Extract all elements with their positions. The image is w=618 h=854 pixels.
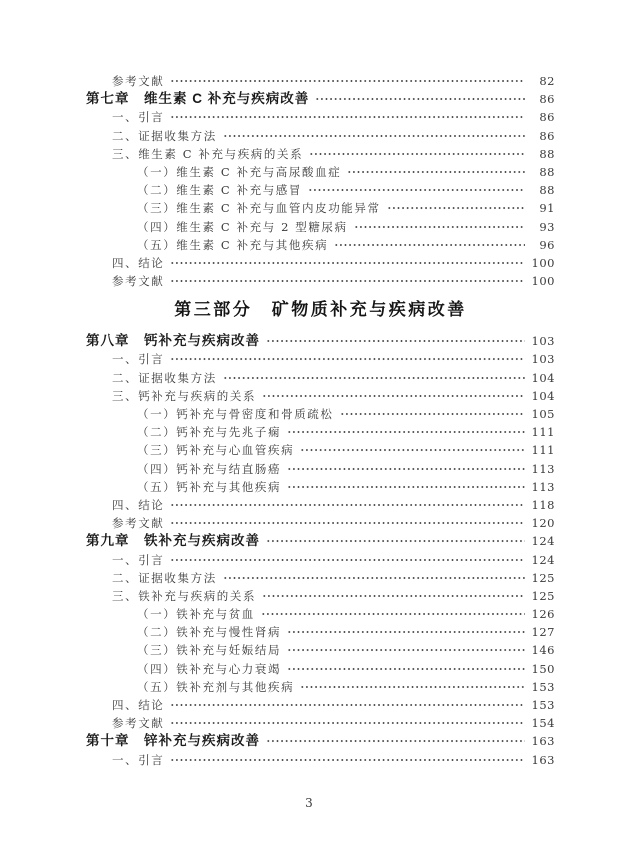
toc-entry-label: 第七章 维生素 C 补充与疾病改善 [86, 91, 310, 107]
toc-entry-label: 三、钙补充与疾病的关系 [112, 388, 257, 403]
toc-entry-page: 103 [531, 352, 555, 367]
toc-entry [137, 218, 555, 236]
toc-entry-page: 86 [539, 110, 555, 125]
toc-entry-label: 一、引言 [112, 552, 165, 567]
toc-entry-label: 第十章 锌补充与疾病改善 [86, 733, 260, 749]
dot-leader [300, 441, 524, 459]
toc-entry-label: （四）钙补充与结直肠癌 [137, 461, 282, 476]
toc-entry [112, 714, 555, 732]
toc-entry [137, 199, 555, 217]
toc-entry-page: 100 [531, 274, 555, 289]
toc-entry-page: 124 [531, 552, 555, 567]
toc-entry [137, 605, 555, 623]
toc-entry [137, 423, 555, 441]
toc-entry-page: 124 [531, 534, 555, 549]
dot-leader [170, 254, 524, 272]
toc-entry [112, 145, 555, 163]
toc-entry-label: 参考文献 [112, 274, 165, 289]
toc-entry-label: （二）铁补充与慢性肾病 [137, 625, 282, 640]
toc-entry [137, 181, 555, 199]
toc-entry [112, 72, 555, 90]
toc-entry [137, 405, 555, 423]
toc-entry [137, 441, 555, 459]
toc-entry [86, 532, 555, 550]
toc-entry-label: （一）钙补充与骨密度和骨质疏松 [137, 407, 334, 421]
dot-leader [170, 514, 524, 532]
part-heading: 第三部分 矿物质补充与疾病改善 [174, 300, 467, 320]
toc-entry-page: 100 [531, 255, 555, 270]
toc-entry-label: 二、证据收集方法 [112, 570, 217, 585]
toc-list [86, 72, 555, 769]
toc-entry-page: 127 [531, 625, 555, 640]
dot-leader [170, 108, 525, 126]
dot-leader [262, 387, 524, 405]
toc-entry-page: 91 [539, 201, 555, 216]
toc-entry-page: 88 [539, 164, 555, 179]
dot-leader [170, 496, 524, 514]
toc-entry-label: 四、结论 [112, 255, 165, 270]
toc-entry-label: 一、引言 [112, 110, 165, 125]
dot-leader [300, 678, 524, 696]
toc-entry-label: （五）维生素 C 补充与其他疾病 [137, 237, 329, 252]
dot-leader [223, 369, 525, 387]
dot-leader [170, 272, 524, 290]
dot-leader [315, 90, 525, 108]
toc-entry [112, 569, 555, 587]
toc-entry-label: 二、证据收集方法 [112, 128, 217, 143]
toc-entry-page: 88 [539, 183, 555, 198]
dot-leader [334, 236, 525, 254]
toc-entry-page: 82 [539, 74, 555, 88]
toc-entry-label: 参考文献 [112, 716, 165, 731]
toc-entry [112, 254, 555, 272]
dot-leader [262, 587, 524, 605]
toc-entry-label: （三）钙补充与心血管疾病 [137, 443, 295, 458]
toc-entry [112, 751, 555, 769]
toc-entry [112, 551, 555, 569]
toc-entry-label: 一、引言 [112, 352, 165, 367]
toc-entry [112, 350, 555, 368]
toc-entry-page: 125 [531, 588, 555, 603]
toc-entry-page: 111 [531, 443, 555, 458]
toc-entry [137, 163, 555, 181]
toc-entry-label: （一）铁补充与贫血 [137, 607, 255, 622]
toc-entry-label: （四）维生素 C 补充与 2 型糖尿病 [137, 219, 348, 234]
toc-entry-page: 126 [531, 607, 555, 622]
dot-leader [347, 163, 525, 181]
toc-entry-page: 86 [539, 92, 555, 107]
toc-entry [112, 387, 555, 405]
toc-entry [112, 496, 555, 514]
dot-leader [287, 478, 524, 496]
dot-leader [266, 332, 525, 350]
toc-entry-page: 118 [531, 497, 555, 512]
dot-leader [287, 641, 524, 659]
toc-entry [86, 332, 555, 350]
toc-entry-page: 88 [539, 146, 555, 161]
toc-entry [112, 369, 555, 387]
toc-entry-page: 86 [539, 128, 555, 143]
dot-leader [287, 460, 524, 478]
dot-leader [170, 72, 525, 90]
toc-entry [112, 127, 555, 145]
toc-entry-page: 104 [531, 370, 555, 385]
toc-entry-label: （二）维生素 C 补充与感冒 [137, 183, 303, 198]
dot-leader [223, 127, 525, 145]
toc-entry-label: 四、结论 [112, 698, 165, 712]
toc-entry [137, 641, 555, 659]
dot-leader [287, 423, 524, 441]
dot-leader [308, 181, 525, 199]
toc-entry-label: （三）铁补充与妊娠结局 [137, 643, 282, 658]
toc-entry-page: 153 [531, 679, 555, 694]
toc-entry [137, 660, 555, 678]
dot-leader [287, 623, 524, 641]
toc-entry-label: 参考文献 [112, 74, 165, 88]
toc-entry-page: 93 [539, 219, 555, 234]
toc-entry [112, 696, 555, 714]
toc-entry-page: 150 [531, 661, 555, 676]
toc-entry-page: 113 [531, 461, 555, 476]
toc-entry [137, 236, 555, 254]
dot-leader [266, 532, 525, 550]
toc-entry-label: （四）铁补充与心力衰竭 [137, 661, 282, 676]
toc-entry-label: 第八章 钙补充与疾病改善 [86, 333, 260, 349]
dot-leader [287, 660, 524, 678]
toc-entry [112, 587, 555, 605]
toc-entry [137, 460, 555, 478]
dot-leader [354, 218, 525, 236]
toc-entry-label: （三）维生素 C 补充与血管内皮功能异常 [137, 201, 381, 216]
dot-leader [223, 569, 525, 587]
toc-entry [137, 623, 555, 641]
toc-entry-page: 103 [531, 334, 555, 349]
toc-entry [112, 108, 555, 126]
toc-entry-page: 125 [531, 570, 555, 585]
toc-entry-page: 153 [531, 698, 555, 712]
toc-entry [86, 732, 555, 750]
toc-entry [137, 678, 555, 696]
toc-entry-label: 四、结论 [112, 497, 165, 512]
toc-entry-label: （五）铁补充剂与其他疾病 [137, 679, 295, 694]
toc-entry-page: 113 [531, 479, 555, 494]
dot-leader [340, 405, 525, 423]
toc-entry-label: 三、铁补充与疾病的关系 [112, 588, 257, 603]
toc-entry-page: 146 [531, 643, 555, 658]
toc-entry [112, 514, 555, 532]
toc-entry-page: 163 [531, 734, 555, 749]
toc-entry-page: 120 [531, 516, 555, 531]
dot-leader [261, 605, 525, 623]
dot-leader [170, 751, 524, 769]
dot-leader [170, 696, 524, 714]
toc-entry-label: （二）钙补充与先兆子痫 [137, 425, 282, 440]
dot-leader [387, 199, 525, 217]
toc-entry-label: 第九章 铁补充与疾病改善 [86, 533, 260, 549]
toc-entry-label: （五）钙补充与其他疾病 [137, 479, 282, 494]
toc-entry-label: 三、维生素 C 补充与疾病的关系 [112, 146, 304, 161]
dot-leader [170, 714, 524, 732]
dot-leader [170, 551, 524, 569]
toc-entry-page: 105 [531, 407, 555, 421]
dot-leader [266, 732, 525, 750]
dot-leader [309, 145, 525, 163]
toc-entry-page: 154 [531, 716, 555, 731]
toc-entry [112, 272, 555, 290]
toc-entry-page: 111 [531, 425, 555, 440]
toc-entry-label: 一、引言 [112, 752, 165, 767]
toc-entry-page: 163 [531, 752, 555, 767]
toc-entry-label: （一）维生素 C 补充与高尿酸血症 [137, 164, 342, 179]
toc-entry-label: 二、证据收集方法 [112, 370, 217, 385]
toc-entry-page: 104 [531, 388, 555, 403]
page-number: 3 [305, 796, 313, 810]
toc-entry-label: 参考文献 [112, 516, 165, 531]
toc-entry [86, 90, 555, 108]
toc-entry-page: 96 [539, 237, 555, 252]
dot-leader [170, 350, 524, 368]
toc-entry [137, 478, 555, 496]
